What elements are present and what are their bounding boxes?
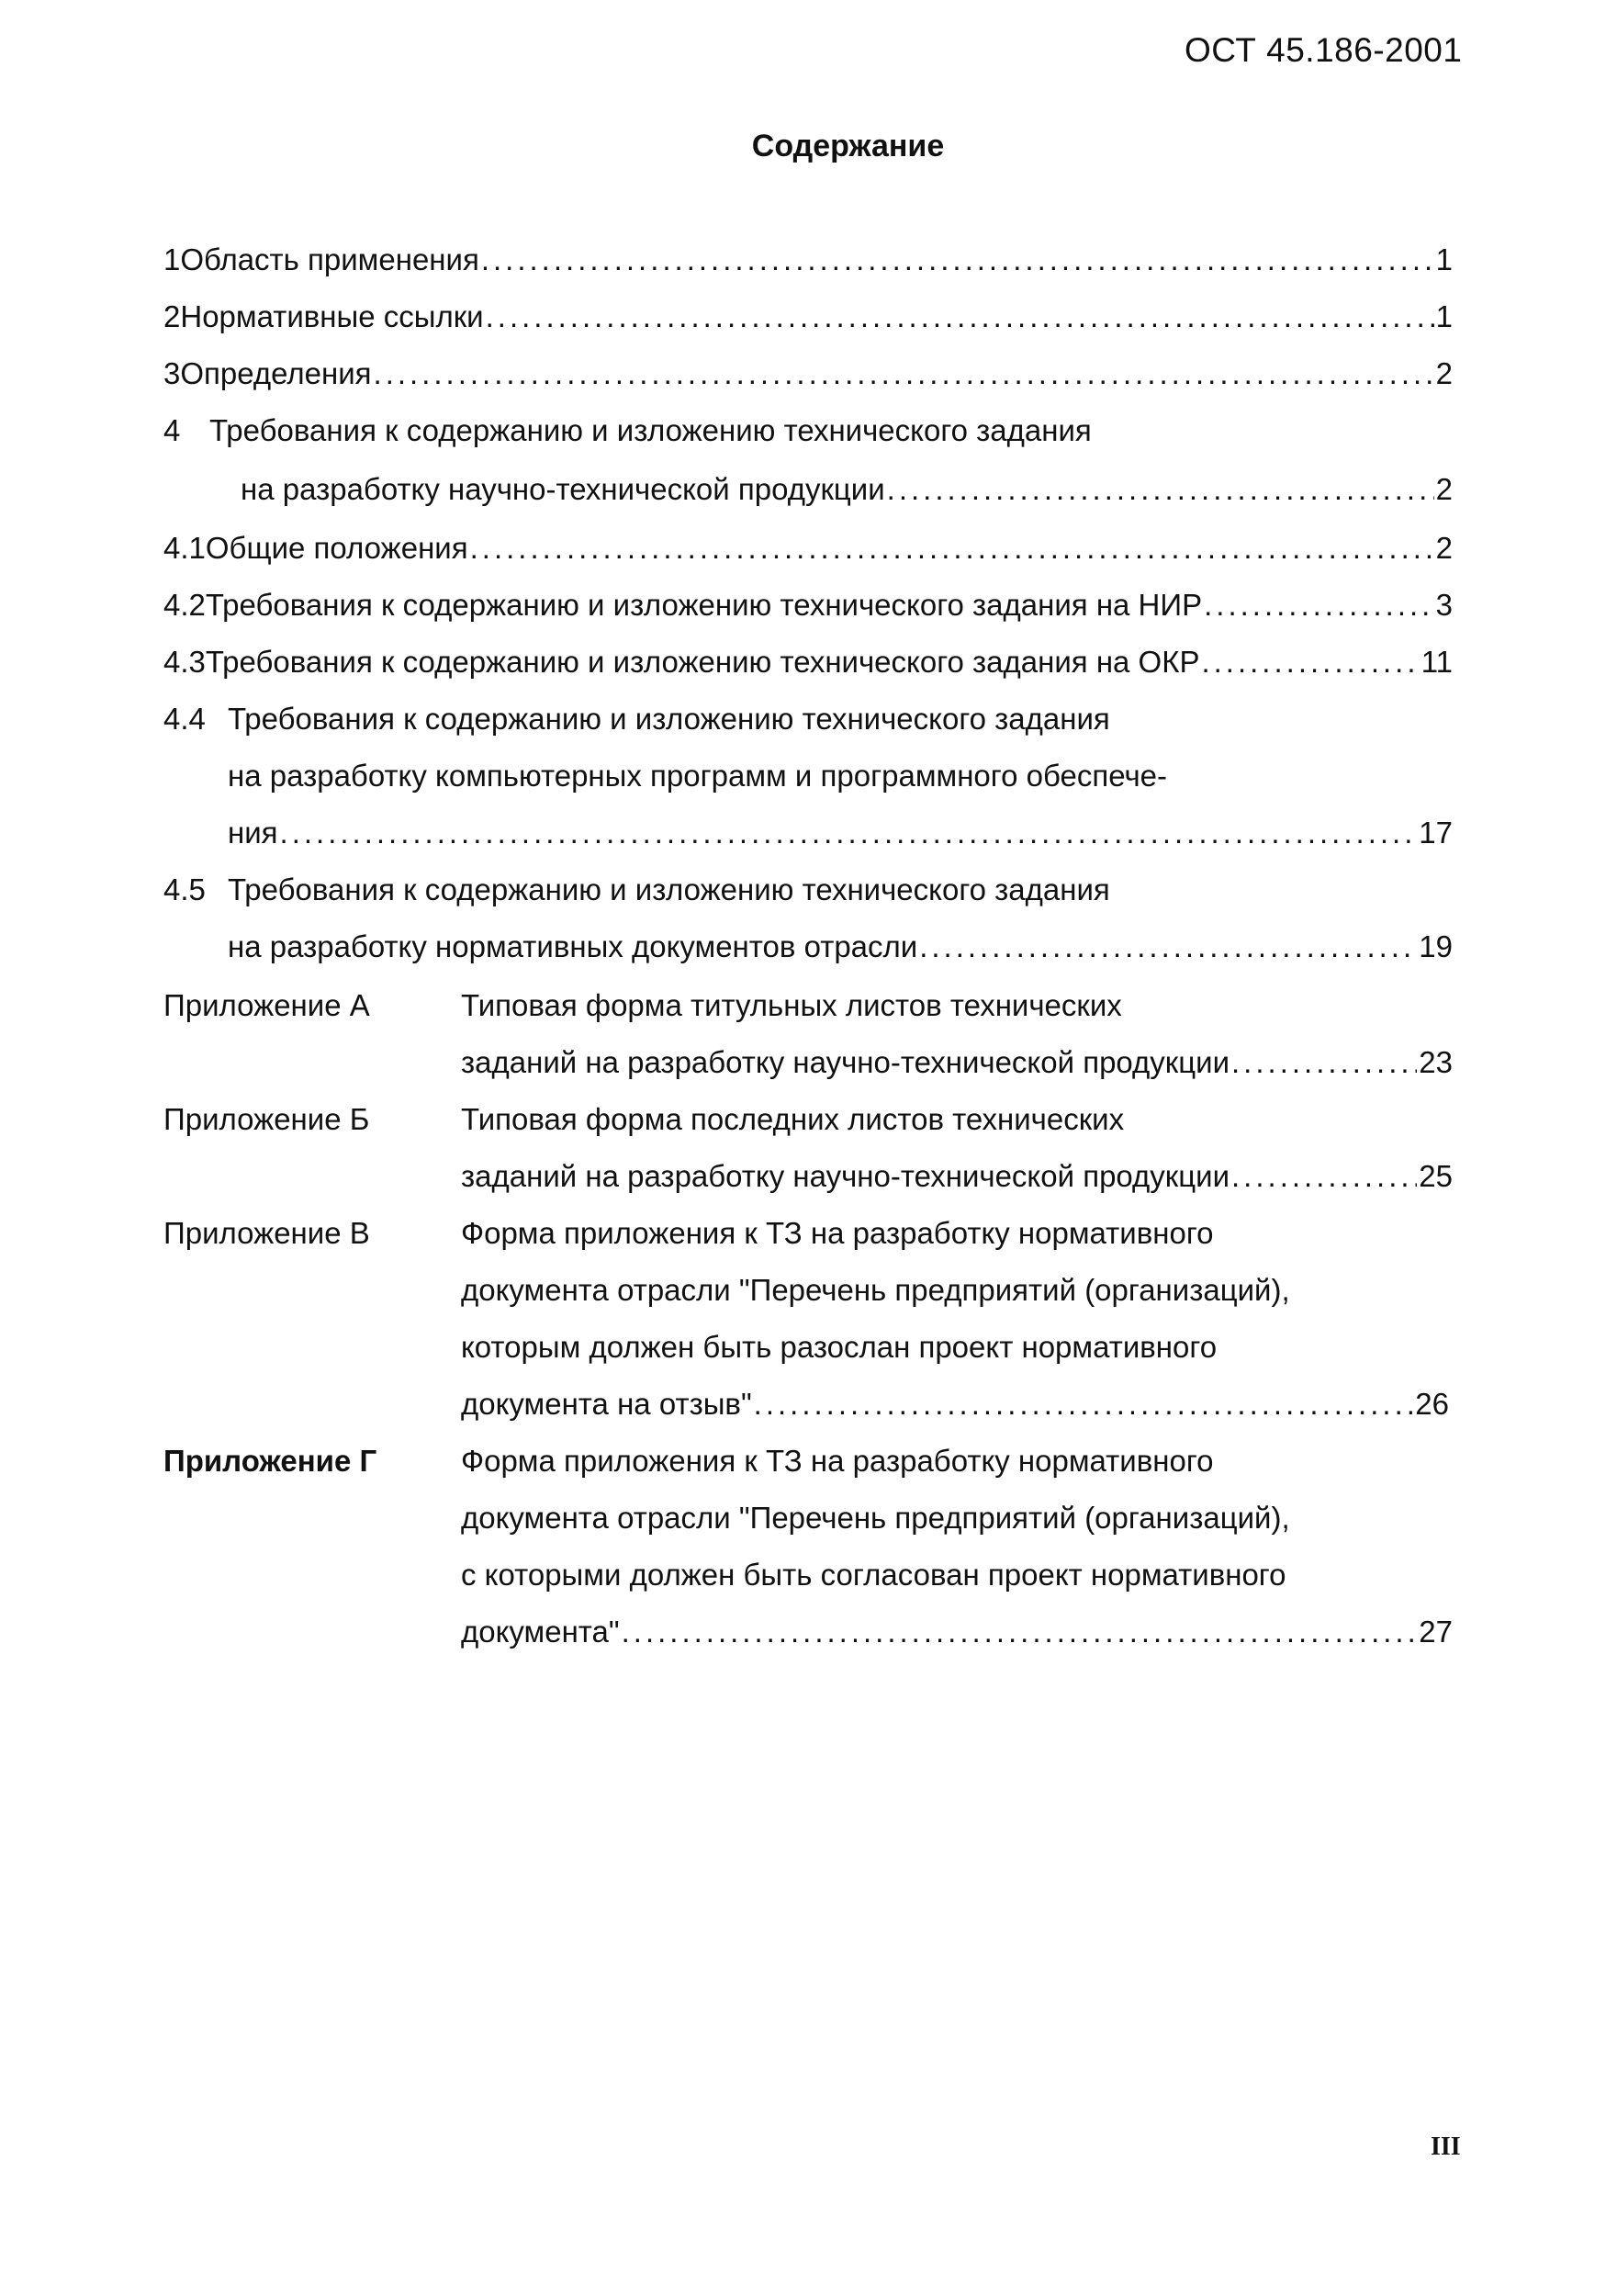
toc-entry-text: Требования к содержанию и изложению технического задания (228, 702, 1110, 736)
toc-entry-continuation[interactable] (241, 472, 1453, 512)
toc-entry-number: 4 (163, 413, 181, 447)
toc-entry-number: 4.2 (163, 588, 206, 622)
toc-entry-text: Требования к содержанию и изложению технического задания (228, 872, 1110, 906)
appendix-text: документа на отзыв" (461, 1387, 752, 1421)
appendix-page: 27 (1419, 1615, 1453, 1649)
dot-leader (481, 242, 1434, 277)
appendix-line (461, 1273, 1290, 1313)
dot-leader (887, 472, 1434, 507)
toc-entry-text: Область применения (180, 242, 479, 276)
toc-entry-number: 3 (163, 356, 181, 390)
appendix-line (461, 988, 1122, 1029)
appendix-line[interactable] (461, 1615, 1453, 1655)
toc-entry-text: Требования к содержанию и изложению технического задания на ОКР (205, 645, 1200, 679)
toc-entry-text: на разработку компьютерных программ и программного обеспече- (228, 759, 1167, 793)
toc-entry[interactable] (163, 702, 1110, 742)
toc-entry-number: 2 (163, 299, 181, 333)
toc-entry-text: Общие положения (205, 531, 468, 565)
dot-leader (374, 356, 1434, 391)
toc-entry-number: 1 (163, 242, 181, 276)
toc-entry-number: 4.4 (163, 702, 206, 736)
toc-entry-number: 4.5 (163, 872, 206, 906)
appendix-text: заданий на разработку научно-технической продукции (461, 1159, 1230, 1193)
page-number: III (1431, 2133, 1461, 2161)
toc-entry-text: Нормативные ссылки (180, 299, 484, 333)
dot-leader (470, 531, 1434, 566)
appendix-text: Типовая форма последних листов технических (461, 1102, 1125, 1136)
dot-leader (486, 299, 1434, 334)
appendix-line[interactable] (461, 1045, 1453, 1086)
appendix-label[interactable]: Приложение В (163, 1216, 370, 1250)
toc-entry-page: 1 (1435, 242, 1453, 276)
toc-entry[interactable] (163, 872, 1110, 913)
appendix-line (461, 1444, 1214, 1484)
toc-entry-page: 3 (1435, 588, 1453, 622)
appendix-text: с которыми должен быть согласован проект нормативного (461, 1558, 1286, 1592)
toc-entry-page: 2 (1435, 356, 1453, 390)
toc-entry-continuation[interactable] (228, 929, 1453, 970)
toc-entry-text: Требования к содержанию и изложению технического задания на НИР (205, 588, 1203, 622)
toc-entry-text: на разработку научно-технической продукции (241, 472, 885, 506)
document-code: ОСТ 45.186-2001 (1185, 31, 1463, 69)
toc-entry[interactable] (163, 242, 1453, 283)
toc-entry-number: 4.1 (163, 531, 206, 565)
toc-entry-continuation (228, 759, 1167, 799)
appendix-line (461, 1216, 1214, 1256)
appendix-page: 25 (1419, 1159, 1453, 1193)
dot-leader (919, 929, 1417, 964)
toc-entry-text: ния (228, 816, 278, 850)
appendix-text: заданий на разработку научно-технической продукции (461, 1045, 1230, 1079)
toc-entry-continuation[interactable] (228, 816, 1453, 856)
toc-entry[interactable] (163, 413, 1092, 454)
toc-entry[interactable] (163, 299, 1453, 340)
page-title: Содержание (751, 129, 945, 163)
appendix-label[interactable]: Приложение Г (163, 1444, 377, 1478)
appendix-line (461, 1558, 1286, 1598)
dot-leader (1231, 1159, 1417, 1194)
toc-entry-page: 17 (1419, 816, 1453, 850)
toc-entry[interactable] (163, 531, 1453, 571)
appendix-line (461, 1330, 1217, 1370)
appendix-text: Форма приложения к ТЗ на разработку нормативного (461, 1444, 1214, 1478)
dot-leader (1204, 588, 1434, 623)
toc-entry[interactable] (163, 356, 1453, 397)
toc-entry-text: на разработку нормативных документов отрасли (228, 929, 918, 963)
appendix-text: Форма приложения к ТЗ на разработку нормативного (461, 1216, 1214, 1250)
toc-entry-page: 2 (1435, 531, 1453, 565)
toc-entry-text: Определения (180, 356, 372, 390)
appendix-label[interactable]: Приложение А (163, 988, 370, 1022)
toc-entry-page: 19 (1419, 929, 1453, 963)
dot-leader (1201, 645, 1419, 680)
toc-entry-page: 11 (1420, 645, 1453, 679)
appendix-page: 26 (1415, 1387, 1449, 1421)
dot-leader (1231, 1045, 1417, 1080)
dot-leader (280, 816, 1418, 850)
appendix-line[interactable] (461, 1387, 1449, 1427)
toc-entry-page: 1 (1435, 299, 1453, 333)
appendix-line (461, 1102, 1124, 1142)
toc-entry[interactable] (163, 588, 1453, 628)
appendix-text: документа отрасли "Перечень предприятий (организаций), (461, 1273, 1290, 1307)
appendix-text: документа отрасли "Перечень предприятий (организаций), (461, 1501, 1290, 1535)
dot-leader (622, 1615, 1418, 1649)
appendix-line (461, 1501, 1290, 1541)
appendix-line[interactable] (461, 1159, 1453, 1199)
appendix-text: документа" (461, 1615, 620, 1649)
toc-entry-page: 2 (1435, 472, 1453, 506)
dot-leader (754, 1387, 1414, 1422)
toc-entry[interactable] (163, 645, 1453, 685)
toc-entry-text: Требования к содержанию и изложению технического задания (209, 413, 1092, 447)
toc-entry-number: 4.3 (163, 645, 206, 679)
appendix-text: Типовая форма титульных листов технических (461, 988, 1122, 1022)
appendix-label[interactable]: Приложение Б (163, 1102, 370, 1136)
appendix-page: 23 (1419, 1045, 1453, 1079)
appendix-text: которым должен быть разослан проект нормативного (461, 1330, 1218, 1364)
